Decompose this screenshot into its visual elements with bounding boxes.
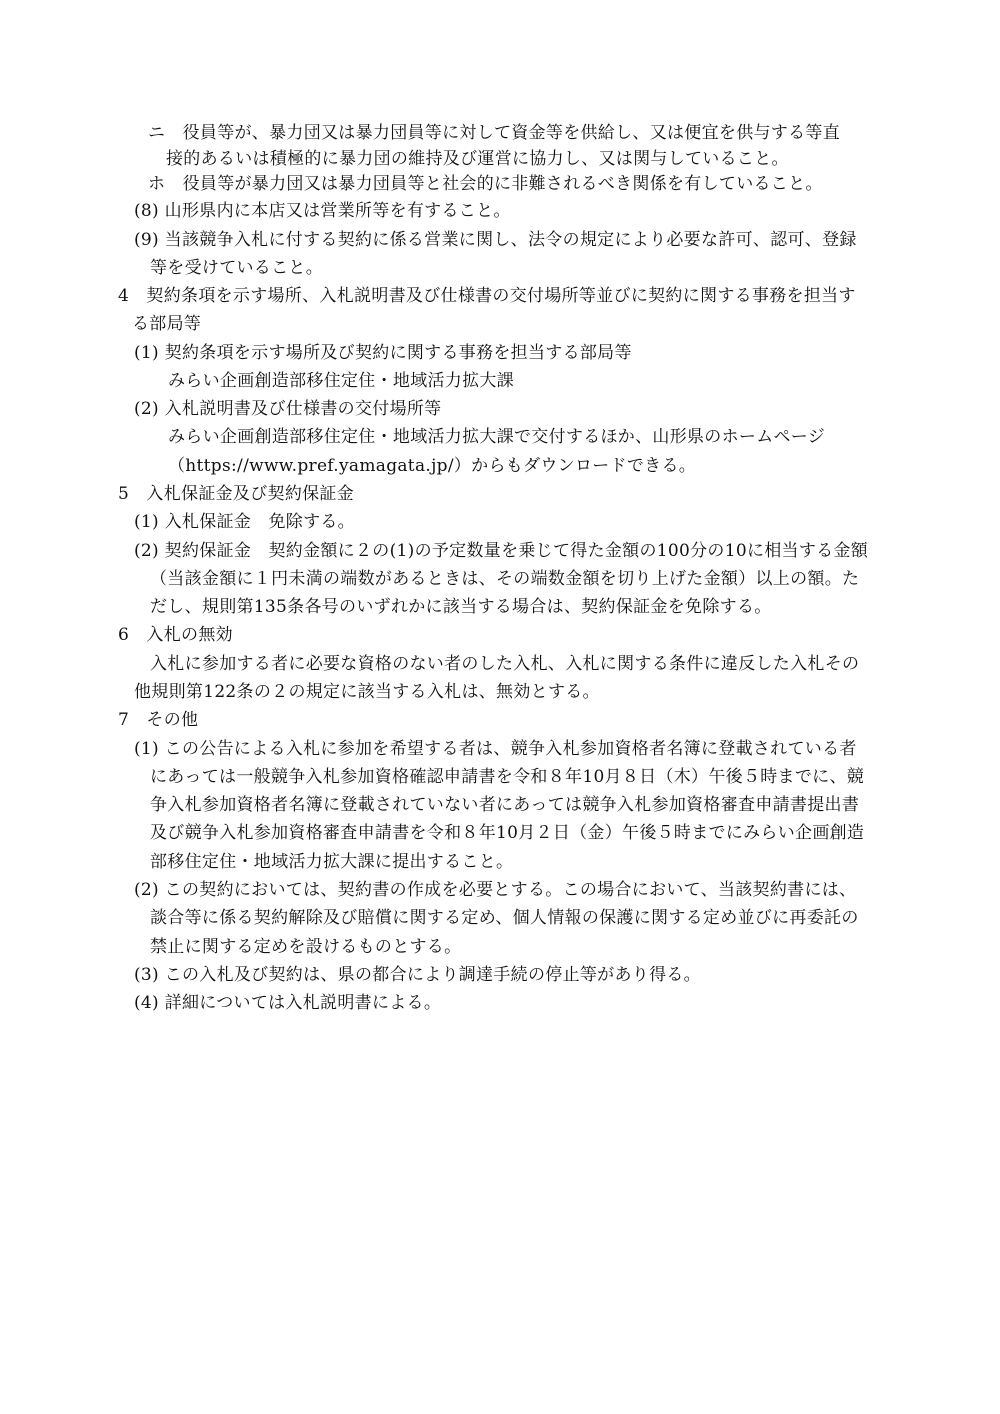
item-9-line1: (9) 当該競争入札に付する契約に係る営業に関し、法令の規定により必要な許可、認可、登録: [134, 230, 857, 250]
item-7-1-line2: にあっては一般競争入札参加資格確認申請書を令和８年10月８日（木）午後５時までに、競: [150, 767, 865, 787]
item-5-1-line1: (1) 入札保証金 免除する。: [134, 512, 355, 532]
section-4-heading-line1: 4 契約条項を示す場所、入札説明書及び仕様書の交付場所等並びに契約に関する事務を担当す: [118, 286, 856, 306]
item-7-2-line3: 禁止に関する定めを設けるものとする。: [150, 937, 462, 957]
item-ni-line2: 接的あるいは積極的に暴力団の維持及び運営に協力し、又は関与していること。: [166, 149, 789, 169]
item-4-2-line1: (2) 入札説明書及び仕様書の交付場所等: [134, 399, 442, 419]
item-ho-line1: ホ 役員等が暴力団又は暴力団員等と社会的に非難されるべき関係を有していること。: [148, 174, 823, 194]
item-9-line2: 等を受けていること。: [150, 258, 323, 278]
section-6-body-line2: 他規則第122条の２の規定に該当する入札は、無効とする。: [134, 682, 600, 702]
section-6-body-line1: 入札に参加する者に必要な資格のない者のした入札、入札に関する条件に違反した入札その: [150, 654, 860, 674]
item-7-1-line5: 部移住定住・地域活力拡大課に提出すること。: [150, 852, 514, 872]
item-7-1-line1: (1) この公告による入札に参加を希望する者は、競争入札参加資格者名簿に登載されている者: [134, 739, 857, 759]
item-7-1-line4: 及び競争入札参加資格審査申請書を令和８年10月２日（金）午後５時までにみらい企画創造: [150, 823, 865, 843]
section-7-heading: 7 その他: [118, 710, 199, 730]
item-5-2-line1: (2) 契約保証金 契約金額に２の(1)の予定数量を乗じて得た金額の100分の10に相当する金額: [134, 541, 869, 561]
item-5-2-line3: だし、規則第135条各号のいずれかに該当する場合は、契約保証金を免除する。: [150, 597, 772, 617]
section-6-heading: 6 入札の無効: [118, 625, 233, 645]
item-7-3-line1: (3) この入札及び契約は、県の都合により調達手続の停止等があり得る。: [134, 965, 701, 985]
item-4-2-line3: （https://www.pref.yamagata.jp/）からもダウンロードできる。: [168, 456, 697, 476]
item-7-2-line2: 談合等に係る契約解除及び賠償に関する定め、個人情報の保護に関する定め並びに再委託の: [150, 908, 859, 928]
item-4-1-line1: (1) 契約条項を示す場所及び契約に関する事務を担当する部局等: [134, 343, 632, 363]
item-5-2-line2: （当該金額に１円未満の端数があるときは、その端数金額を切り上げた金額）以上の額。た: [150, 569, 860, 589]
item-4-1-line2: みらい企画創造部移住定住・地域活力拡大課: [168, 371, 514, 391]
item-7-1-line3: 争入札参加資格者名簿に登載されていない者にあっては競争入札参加資格審査申請書提出書: [150, 795, 860, 815]
item-7-2-line1: (2) この契約においては、契約書の作成を必要とする。この場合において、当該契約書には、: [134, 880, 857, 900]
item-4-2-line2: みらい企画創造部移住定住・地域活力拡大課で交付するほか、山形県のホームページ: [168, 427, 826, 447]
item-ni-line1: ニ 役員等が、暴力団又は暴力団員等に対して資金等を供給し、又は便宜を供与する等直: [148, 123, 840, 143]
item-8-line1: (8) 山形県内に本店又は営業所等を有すること。: [134, 201, 511, 221]
item-7-4-line1: (4) 詳細については入札説明書による。: [134, 993, 442, 1013]
section-5-heading: 5 入札保証金及び契約保証金: [118, 484, 355, 504]
section-4-heading-line2: る部局等: [132, 314, 202, 334]
